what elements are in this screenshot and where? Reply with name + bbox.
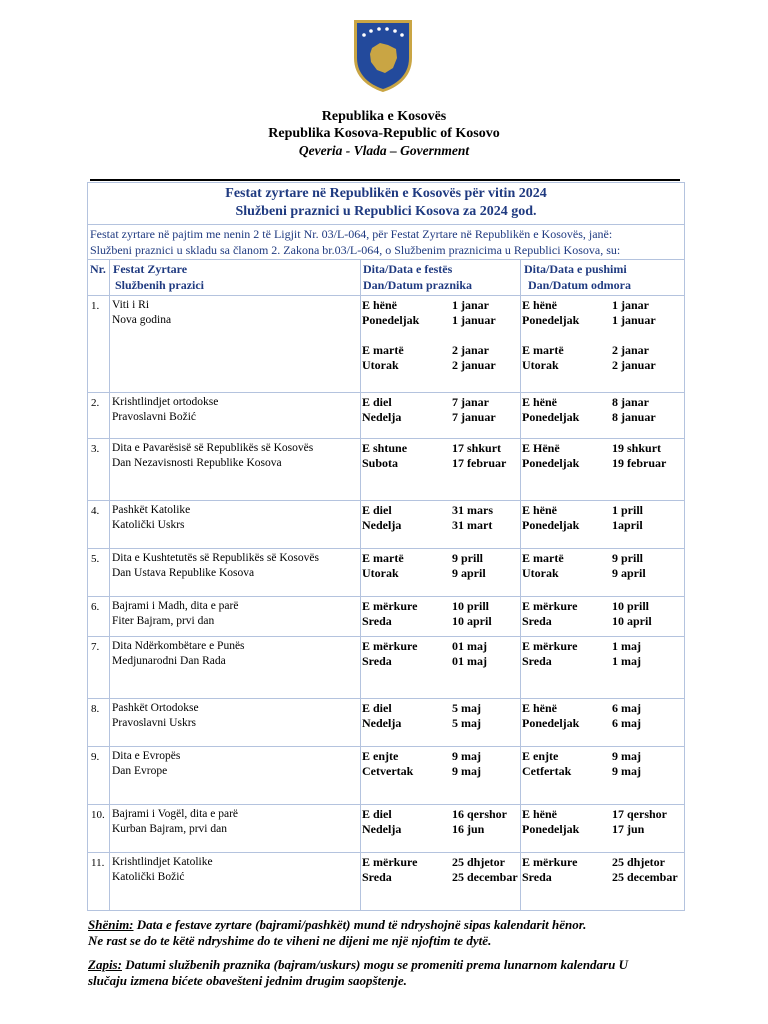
holiday-name-serbian: Pravoslavni Uskrs: [112, 717, 197, 729]
weekday: E martë: [362, 551, 404, 565]
row-number: [88, 549, 110, 597]
row-number: [88, 501, 110, 549]
date-value: 7 janar: [452, 395, 489, 409]
rest-date: [521, 699, 685, 747]
date-value: 8 januar: [612, 410, 656, 424]
date-line: [362, 395, 520, 410]
date-line: [362, 654, 520, 669]
date-line: [522, 518, 684, 533]
date-value: 1 januar: [452, 313, 496, 327]
rest-date: [521, 549, 685, 597]
date-line: [362, 551, 520, 566]
date-value: 10 april: [452, 614, 492, 628]
date-value: 9 maj: [452, 749, 481, 763]
weekday: Ponedeljak: [522, 313, 580, 327]
date-line: [362, 807, 520, 822]
holiday-name-serbian: Kurban Bajram, prvi dan: [112, 823, 227, 835]
table-row: [88, 853, 685, 911]
weekday: E diel: [362, 807, 392, 821]
date-line: [362, 599, 520, 614]
date-value: 25 dhjetor: [612, 855, 665, 869]
note-albanian-text-2: Ne rast se do te këtë ndryshime do te viheni ne dijeni me një njoftim te dytë.: [88, 933, 492, 948]
date-line: [362, 441, 520, 456]
date-line: [362, 343, 520, 358]
date-value: 9 prill: [452, 551, 484, 565]
weekday: Ponedeljak: [522, 456, 580, 470]
date-line: [522, 551, 684, 566]
row-number-text: 6.: [91, 601, 100, 613]
weekday: E hënë: [522, 298, 558, 312]
date-value: 6 maj: [612, 701, 641, 715]
date-line: [522, 503, 684, 518]
row-number-text: 1.: [91, 300, 100, 312]
date-line: [362, 639, 520, 654]
weekday: E mërkure: [522, 599, 578, 613]
date-value: 25 dhjetor: [452, 855, 505, 869]
weekday: E hënë: [522, 503, 558, 517]
weekday: E martë: [362, 343, 404, 357]
date-line: [522, 807, 684, 822]
table-title-albanian: Festat zyrtare në Republikën e Kosovës për vitin 2024: [225, 186, 547, 201]
row-number: [88, 393, 110, 439]
row-number: [88, 853, 110, 911]
date-value: 1 janar: [612, 298, 649, 312]
holiday-name-albanian: Krishtlindjet ortodokse: [112, 396, 219, 408]
weekday: E mërkure: [522, 855, 578, 869]
weekday: E mërkure: [362, 599, 418, 613]
date-line: [522, 654, 684, 669]
date-value: 17 shkurt: [452, 441, 502, 455]
holiday-date: [361, 296, 521, 393]
weekday: E mërkure: [362, 855, 418, 869]
date-line: [522, 599, 684, 614]
holiday-name-albanian: Dita e Evropës: [112, 750, 181, 762]
weekday: E diel: [362, 503, 392, 517]
date-value: 9 prill: [612, 551, 644, 565]
date-value: 9 maj: [612, 749, 641, 763]
holiday-name-serbian: Dan Ustava Republike Kosova: [112, 567, 255, 579]
date-value: 17 februar: [452, 456, 507, 470]
weekday: E Hënë: [522, 441, 560, 455]
rest-date: [521, 805, 685, 853]
holiday-name-serbian: Nova godina: [112, 314, 172, 326]
date-line: [522, 456, 684, 471]
holiday-name-albanian: Bajrami i Madh, dita e parë: [112, 600, 239, 612]
weekday: E hënë: [522, 395, 558, 409]
date-line: [522, 395, 684, 410]
date-line: [362, 716, 520, 731]
holiday-name-albanian: Viti i Ri: [112, 299, 150, 311]
date-value: 1 maj: [612, 654, 641, 668]
rest-date: [521, 597, 685, 637]
holiday-name-serbian: Medjunarodni Dan Rada: [112, 655, 226, 667]
weekday: Ponedeljak: [522, 518, 580, 532]
holiday-date: [361, 439, 521, 501]
holiday-name-serbian: Dan Nezavisnosti Republike Kosova: [112, 457, 282, 469]
date-value: 1 januar: [612, 313, 656, 327]
rest-date: [521, 296, 685, 393]
table-row: [88, 501, 685, 549]
weekday: Ponedeljak: [362, 313, 420, 327]
header-holiday-albanian: Festat Zyrtare: [113, 262, 188, 276]
date-value: 9 maj: [612, 764, 641, 778]
date-value: 31 mars: [452, 503, 493, 517]
holiday-name: [110, 549, 361, 597]
weekday: E hënë: [522, 701, 558, 715]
date-line: [362, 503, 520, 518]
spacer: [522, 328, 684, 343]
header-date-albanian: Dita/Data e festës: [363, 262, 453, 276]
date-value: 1 maj: [612, 639, 641, 653]
date-line: [362, 410, 520, 425]
header-holiday: [110, 260, 361, 296]
table-row: [88, 296, 685, 393]
table-header-row: [88, 260, 685, 296]
date-value: 1april: [612, 518, 643, 532]
weekday: Nedelja: [362, 822, 402, 836]
holiday-name: [110, 296, 361, 393]
rest-date: [521, 501, 685, 549]
date-line: [522, 358, 684, 373]
weekday: Nedelja: [362, 410, 402, 424]
holiday-date: [361, 393, 521, 439]
note-albanian-text: Data e festave zyrtare (bajrami/pashkët) mund të ndryshojnë sipas kalendarit hënor.: [133, 917, 587, 932]
note-serbian: [88, 957, 628, 989]
holiday-name-serbian: Dan Evrope: [112, 765, 168, 777]
holiday-date: [361, 549, 521, 597]
weekday: E diel: [362, 701, 392, 715]
date-line: [522, 313, 684, 328]
date-value: 17 qershor: [612, 807, 667, 821]
weekday: E mërkure: [362, 639, 418, 653]
weekday: E enjte: [522, 749, 559, 763]
row-number: [88, 597, 110, 637]
weekday: Nedelja: [362, 518, 402, 532]
date-line: [362, 870, 520, 885]
holiday-name: [110, 747, 361, 805]
header-divider: [90, 179, 680, 181]
date-value: 10 prill: [612, 599, 650, 613]
date-value: 19 shkurt: [612, 441, 662, 455]
weekday: E enjte: [362, 749, 399, 763]
date-value: 1 prill: [612, 503, 644, 517]
holiday-name: [110, 637, 361, 699]
holiday-name-albanian: Bajrami i Vogël, dita e parë: [112, 808, 239, 820]
date-line: [522, 298, 684, 313]
date-line: [522, 716, 684, 731]
table-row: [88, 393, 685, 439]
rest-date: [521, 853, 685, 911]
weekday: E diel: [362, 395, 392, 409]
row-number: [88, 637, 110, 699]
date-line: [522, 343, 684, 358]
weekday: E shtune: [362, 441, 408, 455]
row-number-text: 3.: [91, 443, 100, 455]
date-value: 10 april: [612, 614, 652, 628]
date-value: 9 april: [452, 566, 486, 580]
table-title: [88, 183, 685, 225]
weekday: Sreda: [522, 654, 552, 668]
date-value: 5 maj: [452, 716, 481, 730]
date-line: [362, 518, 520, 533]
holiday-name-albanian: Dita e Pavarësisë së Republikës së Kosovës: [112, 442, 314, 454]
table-row: [88, 747, 685, 805]
header-government: Qeveria - Vlada – Government: [298, 143, 470, 158]
table-row: [88, 805, 685, 853]
weekday: Subota: [362, 456, 399, 470]
holiday-name: [110, 699, 361, 747]
date-value: 8 janar: [612, 395, 649, 409]
header-holiday-date: [361, 260, 521, 296]
date-line: [522, 566, 684, 581]
date-value: 01 maj: [452, 639, 487, 653]
weekday: Cetfertak: [522, 764, 572, 778]
date-value: 2 januar: [452, 358, 496, 372]
weekday: E hënë: [522, 807, 558, 821]
intro-serbian: Službeni praznici u skladu sa članom 2. Zakona br.03/L-064, o Službenim praznicima u Republici Kosova, su:: [90, 243, 621, 257]
holiday-name: [110, 805, 361, 853]
header-republic-albanian: Republika e Kosovës: [321, 109, 447, 124]
date-value: 01 maj: [452, 654, 487, 668]
date-line: [522, 441, 684, 456]
note-serbian-text: Datumi službenih praznika (bajram/uskurs) mogu se promeniti prema lunarnom kalendaru U: [121, 957, 628, 972]
rest-date: [521, 747, 685, 805]
holiday-name: [110, 597, 361, 637]
date-line: [362, 701, 520, 716]
holiday-name-serbian: Fiter Bajram, prvi dan: [112, 615, 215, 627]
row-number-text: 2.: [91, 397, 100, 409]
date-line: [362, 614, 520, 629]
table-intro: [88, 225, 685, 260]
date-value: 25 decembar: [452, 870, 518, 884]
row-number: [88, 805, 110, 853]
date-value: 2 januar: [612, 358, 656, 372]
date-value: 6 maj: [612, 716, 641, 730]
row-number: [88, 699, 110, 747]
weekday: Utorak: [362, 566, 399, 580]
date-line: [362, 566, 520, 581]
weekday: Utorak: [362, 358, 399, 372]
date-value: 9 april: [612, 566, 646, 580]
row-number-text: 10.: [91, 809, 105, 821]
date-value: 2 janar: [452, 343, 489, 357]
weekday: E martë: [522, 343, 564, 357]
date-value: 2 janar: [612, 343, 649, 357]
date-value: 25 decembar: [612, 870, 678, 884]
weekday: Utorak: [522, 358, 559, 372]
date-line: [362, 749, 520, 764]
weekday: Sreda: [362, 654, 392, 668]
holiday-name: [110, 501, 361, 549]
date-line: [362, 456, 520, 471]
holiday-name-albanian: Pashkët Katolike: [112, 504, 191, 516]
holiday-date: [361, 699, 521, 747]
holiday-date: [361, 747, 521, 805]
header-rest-date: [521, 260, 685, 296]
date-value: 17 jun: [612, 822, 645, 836]
rest-date: [521, 637, 685, 699]
row-number: [88, 296, 110, 393]
row-number-text: 5.: [91, 553, 100, 565]
weekday: E mërkure: [522, 639, 578, 653]
date-value: 16 jun: [452, 822, 485, 836]
note-albanian-label: Shënim:: [88, 917, 134, 932]
spacer: [362, 328, 520, 343]
date-line: [362, 764, 520, 779]
date-value: 7 januar: [452, 410, 496, 424]
weekday: Sreda: [522, 870, 552, 884]
date-line: [522, 701, 684, 716]
header-nr: Nr.: [88, 260, 110, 296]
header-holiday-serbian: Službenih prazici: [115, 278, 205, 292]
row-number-text: 4.: [91, 505, 100, 517]
date-value: 16 qershor: [452, 807, 507, 821]
date-value: 10 prill: [452, 599, 490, 613]
holiday-date: [361, 853, 521, 911]
holiday-name: [110, 439, 361, 501]
date-line: [522, 749, 684, 764]
row-number: [88, 439, 110, 501]
table-row: [88, 699, 685, 747]
holiday-name-serbian: Katolički Božić: [112, 871, 185, 883]
holiday-name-albanian: Dita Ndërkombëtare e Punës: [112, 640, 245, 652]
row-number: [88, 747, 110, 805]
table-row: [88, 637, 685, 699]
header-rest-serbian: Dan/Datum odmora: [528, 278, 632, 292]
weekday: Sreda: [522, 614, 552, 628]
weekday: Ponedeljak: [522, 716, 580, 730]
date-line: [522, 822, 684, 837]
weekday: Ponedeljak: [522, 410, 580, 424]
weekday: E hënë: [362, 298, 398, 312]
weekday: Sreda: [362, 870, 392, 884]
date-line: [522, 870, 684, 885]
date-line: [362, 358, 520, 373]
header-rest-albanian: Dita/Data e pushimi: [524, 262, 627, 276]
header-republic-serbian-english: Republika Kosova-Republic of Kosovo: [268, 126, 500, 141]
holiday-date: [361, 805, 521, 853]
holiday-name-albanian: Pashkët Ortodokse: [112, 702, 199, 714]
date-value: 1 janar: [452, 298, 489, 312]
holidays-table: [87, 182, 685, 911]
weekday: Sreda: [362, 614, 392, 628]
date-line: [362, 313, 520, 328]
intro-albanian: Festat zyrtare në pajtim me nenin 2 të Ligjit Nr. 03/L-064, për Festat Zyrtare në Republikën e Kosovës, janë:: [90, 227, 613, 241]
holiday-date: [361, 501, 521, 549]
row-number-text: 7.: [91, 641, 100, 653]
date-value: 5 maj: [452, 701, 481, 715]
note-serbian-label: Zapis:: [88, 957, 122, 972]
date-line: [522, 764, 684, 779]
holiday-name: [110, 393, 361, 439]
date-line: [362, 298, 520, 313]
weekday: Cetvertak: [362, 764, 414, 778]
row-number-text: 8.: [91, 703, 100, 715]
table-row: [88, 439, 685, 501]
date-line: [362, 822, 520, 837]
holiday-name: [110, 853, 361, 911]
weekday: Nedelja: [362, 716, 402, 730]
date-line: [362, 855, 520, 870]
header-date-serbian: Dan/Datum praznika: [363, 278, 473, 292]
note-serbian-text-2: slučaju izmena bićete obavešteni jednim drugim saopštenje.: [88, 973, 407, 988]
weekday: Ponedeljak: [522, 822, 580, 836]
row-number-text: 9.: [91, 751, 100, 763]
date-value: 9 maj: [452, 764, 481, 778]
row-number-text: 11.: [91, 857, 105, 869]
holiday-date: [361, 597, 521, 637]
table-title-serbian: Službeni praznici u Republici Kosova za 2024 god.: [235, 204, 537, 219]
weekday: E martë: [522, 551, 564, 565]
date-line: [522, 410, 684, 425]
table-row: [88, 549, 685, 597]
table-row: [88, 597, 685, 637]
holiday-name-serbian: Pravoslavni Božić: [112, 411, 196, 423]
date-line: [522, 855, 684, 870]
date-value: 19 februar: [612, 456, 667, 470]
note-albanian: [88, 917, 586, 949]
holiday-date: [361, 637, 521, 699]
date-line: [522, 614, 684, 629]
kosovo-coat-of-arms-icon: [352, 18, 414, 94]
holiday-name-albanian: Krishtlindjet Katolike: [112, 856, 213, 868]
date-line: [522, 639, 684, 654]
holiday-name-serbian: Katolički Uskrs: [112, 519, 185, 531]
weekday: Utorak: [522, 566, 559, 580]
rest-date: [521, 393, 685, 439]
date-value: 31 mart: [452, 518, 493, 532]
holiday-name-albanian: Dita e Kushtetutës së Republikës së Kosovës: [112, 552, 319, 564]
rest-date: [521, 439, 685, 501]
